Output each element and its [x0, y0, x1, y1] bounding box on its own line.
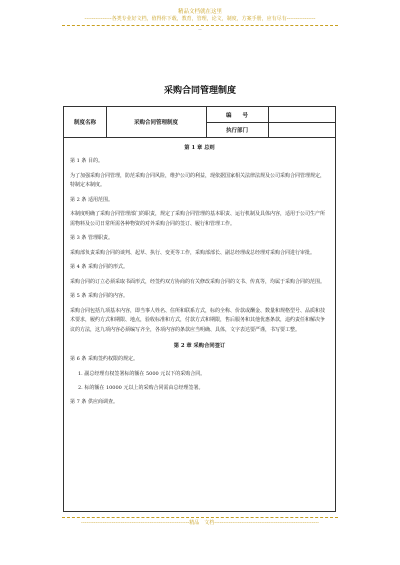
document-title: 采购合同管理制度 — [163, 86, 236, 96]
header-tagline: ---------------各类专业好文档，值得你下载，教育，管理，论文，制度，方案手册，应有尽有---------------- — [84, 16, 316, 22]
number-label: 编 号 — [225, 112, 248, 119]
header-divider — [62, 25, 338, 26]
paragraph: 为了加强采购合同管理，防范采购合同风险，维护公司的利益，现依据国家相关法律法规及公司采购合同管理规定，特制定本制度。 — [70, 172, 326, 188]
article-heading: 第 5 条 采购合同的内容。 — [70, 293, 128, 299]
document-frame — [63, 106, 336, 512]
list-item: 1. 副总经理有权签署标的额在 5000 元以下的采购合同。 — [78, 370, 206, 377]
paragraph: 本制度明确了采购合同管理部门的职责，规定了采购合同管理的基本职责、运行机制及具体内容，适用于公司生产所需物料及公司日常所需各种物资的对外采购合同的签订、履行和管理工作。 — [70, 211, 326, 227]
paragraph: 采购部负责采购合同的谈判、起草、执行、变更等工作，采购部部长、副总经理或总经理对采购合同进行审批。 — [70, 249, 316, 256]
chapter-heading: 第 2 章 采购合同签订 — [173, 343, 226, 349]
footer-text: ------------------------------------------------------------精品 文档---------------------------------------------------------- — [81, 520, 319, 526]
paragraph: 采购合同的订立必须采取书面形式，经签约双方协商的有关修改采购合同的文书、传真等，均属于采购合同的范围。 — [70, 278, 326, 285]
list-item: 2. 标的额在 10000 元以上的采购合同需由总经理签署。 — [78, 384, 204, 391]
number-value — [268, 107, 335, 122]
dept-label: 执行部门 — [225, 127, 248, 134]
document-body — [70, 141, 329, 412]
chapter-heading: 第 1 章 总则 — [184, 145, 215, 151]
article-heading: 第 7 条 供应商调查。 — [70, 398, 118, 405]
paragraph: 采购合同包括九项基本内容，即当事人姓名、住所和联系方式，标的全称、价款或酬金、数量和规格型号、品质和技术要求，履约方式和期限、地点，验收标准和方式，付款方式和期限，售后服务和其他优惠条款，违约责任和解决争议的方法，这九项内容必须编写齐全，各项内容的条款应当明确、具体，文字表达要严谨，书写要工整。 — [70, 307, 326, 333]
header-dash: -- — [198, 27, 202, 33]
meta-table — [64, 107, 335, 138]
article-heading: 第 2 条 适用范围。 — [70, 196, 113, 203]
article-heading: 第 4 条 采购合同的形式。 — [70, 264, 128, 270]
footer-divider — [62, 517, 338, 518]
policy-name-value: 采购合同管理制度 — [133, 120, 178, 126]
article-heading: 第 1 条 目的。 — [70, 158, 103, 164]
header-top-text: 精品文档就在这里 — [177, 9, 222, 15]
article-heading: 第 3 条 管理职责。 — [70, 235, 113, 241]
meta-row-divider — [206, 122, 335, 123]
dept-value — [268, 122, 335, 137]
policy-name-label: 制度名称 — [73, 120, 96, 126]
article-heading: 第 6 条 采购签约权限的规定。 — [70, 356, 138, 362]
